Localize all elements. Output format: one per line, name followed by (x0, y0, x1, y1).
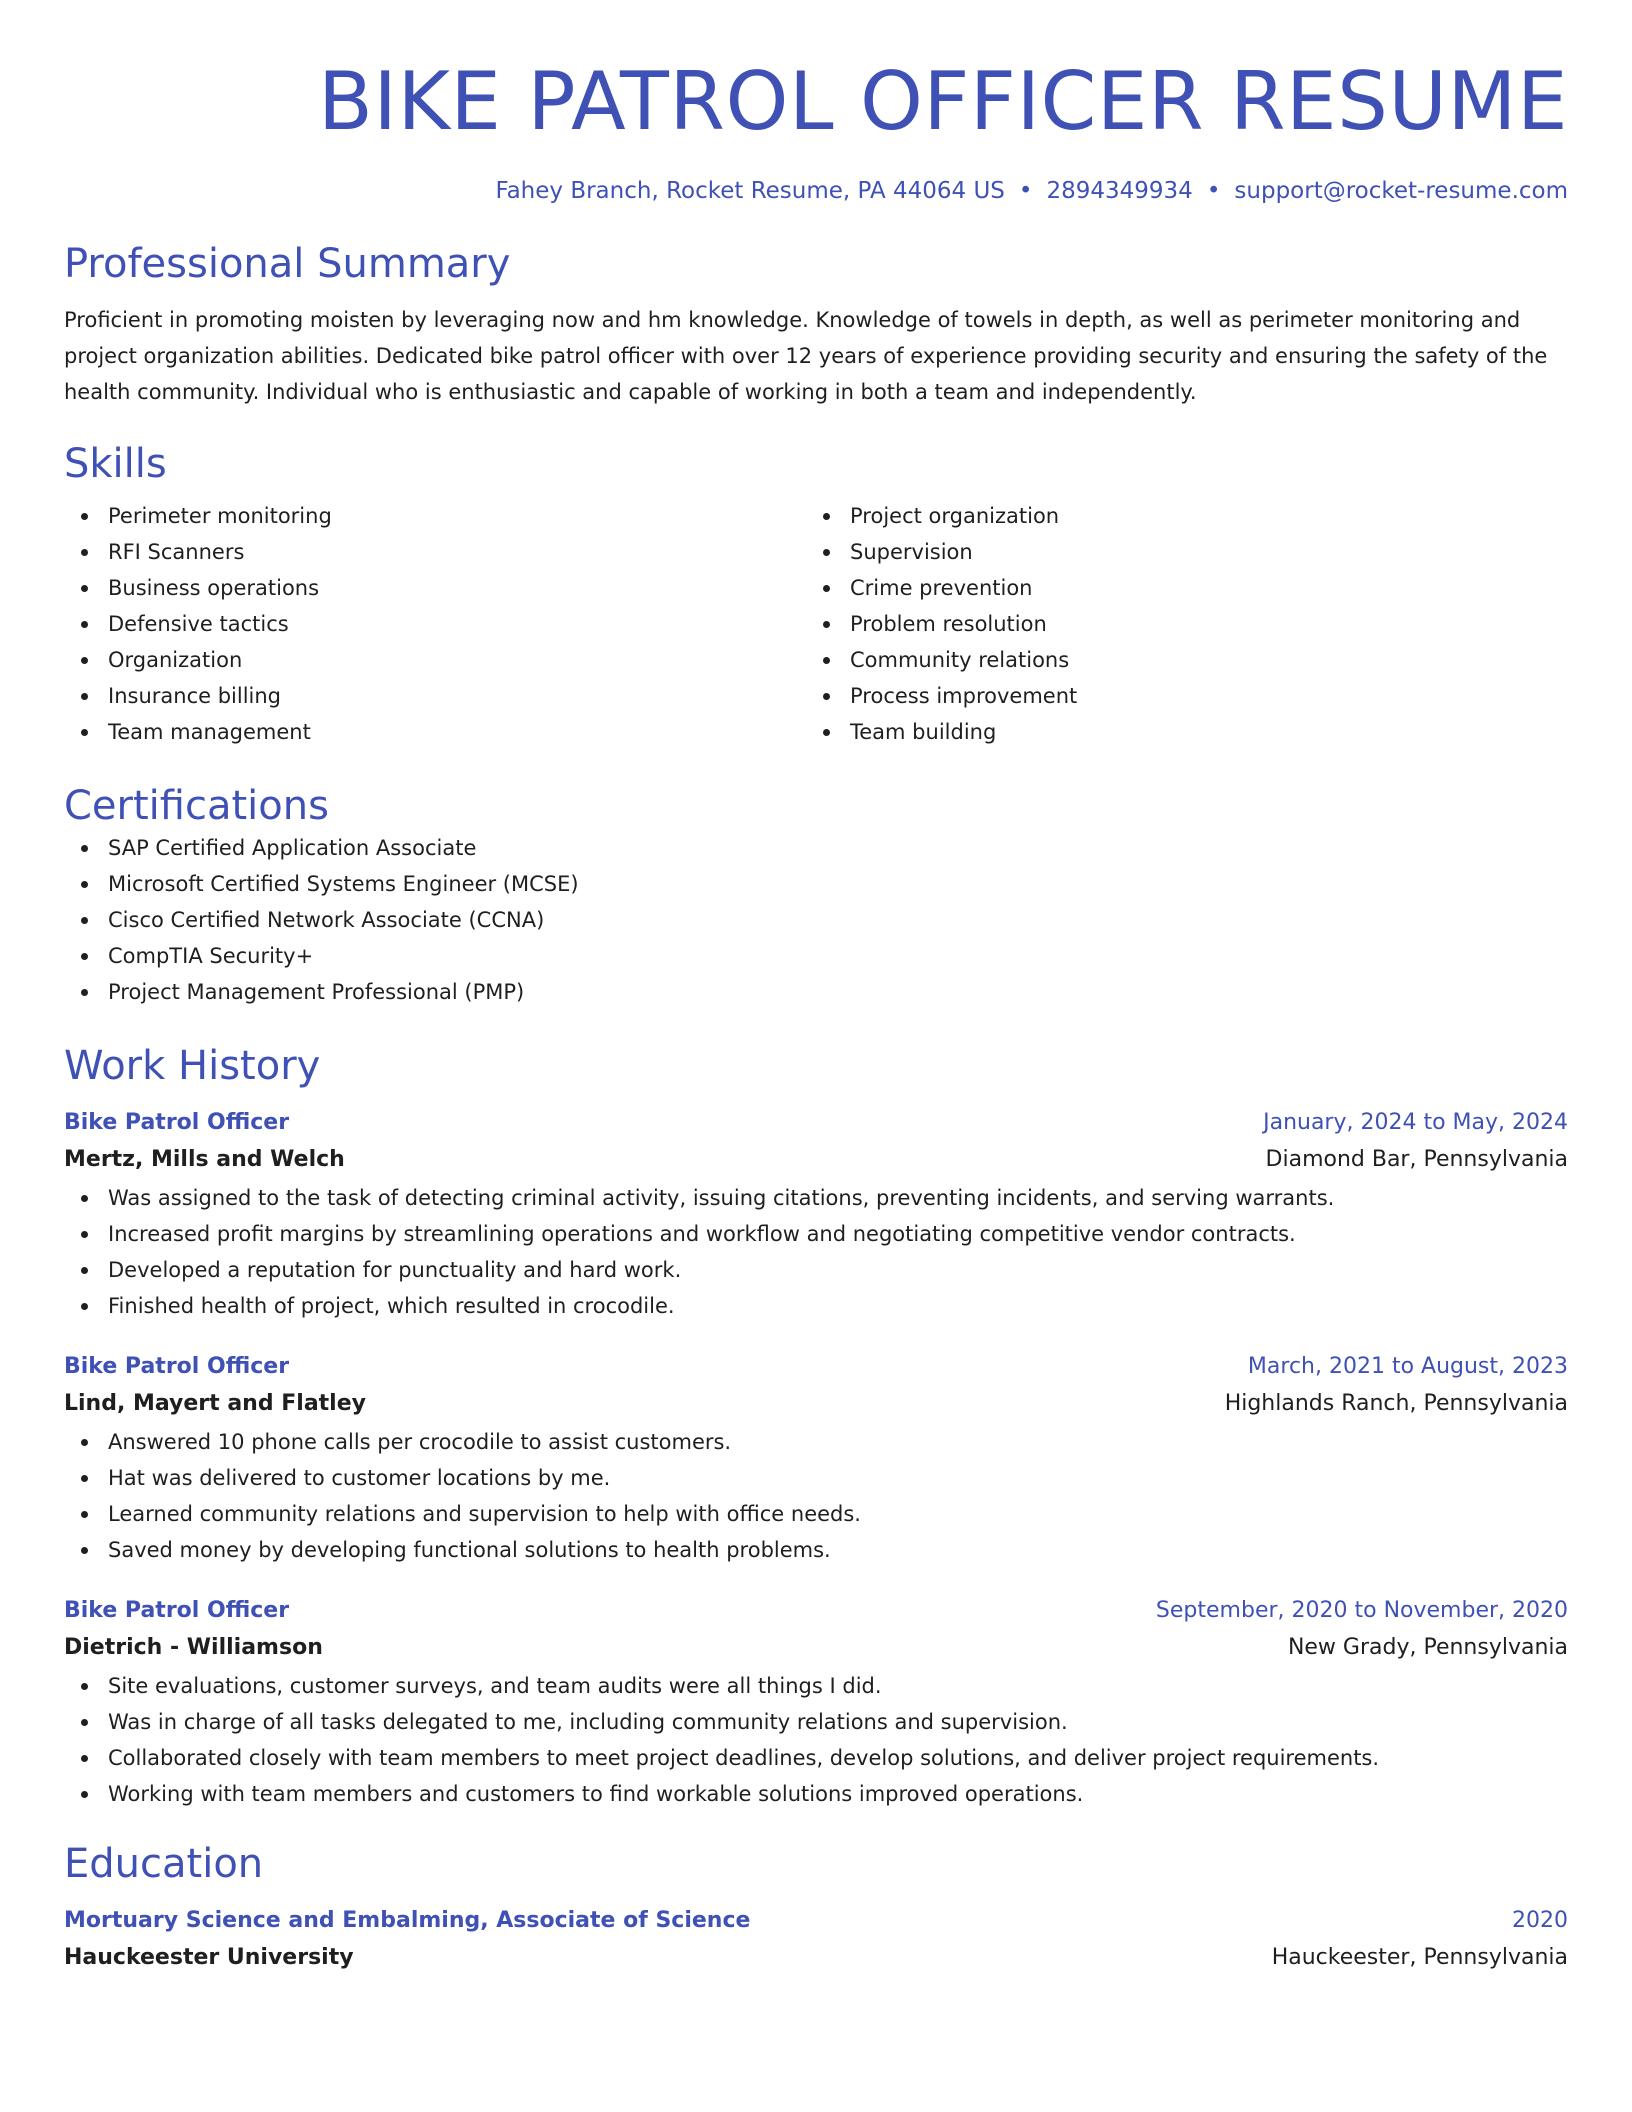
job-duty: Answered 10 phone calls per crocodile to assist customers. (64, 1424, 1568, 1460)
skill-item: Defensive tactics (64, 606, 806, 642)
education-school-row (64, 1938, 1568, 1978)
skill-item: Project organization (806, 498, 1548, 534)
skill-item: Problem resolution (806, 606, 1548, 642)
contact-separator: • (1018, 178, 1033, 204)
job-title: Bike Patrol Officer (64, 1598, 290, 1623)
job-duty: Was in charge of all tasks delegated to me, including community relations and supervision. (64, 1704, 1568, 1740)
job-header-row (64, 1594, 1568, 1628)
job-header-row (64, 1350, 1568, 1384)
job-duty: Collaborated closely with team members to meet project deadlines, develop solutions, and deliver project requirements. (64, 1740, 1568, 1776)
contact-address: Fahey Branch, Rocket Resume, PA 44064 US (495, 178, 1005, 204)
job-duties-list (64, 1424, 1568, 1568)
contact-phone: 2894349934 (1046, 178, 1193, 204)
skill-item: RFI Scanners (64, 534, 806, 570)
job-employer: Mertz, Mills and Welch (64, 1147, 345, 1172)
skill-item: Team management (64, 714, 806, 750)
education-header-row (64, 1904, 1568, 1938)
certification-item: Cisco Certified Network Associate (CCNA) (64, 902, 1568, 938)
resume-title: BIKE PATROL OFFICER RESUME (317, 55, 1568, 148)
certifications-list (64, 830, 1568, 1010)
certification-item: Project Management Professional (PMP) (64, 974, 1568, 1010)
job-employer: Dietrich - Williamson (64, 1635, 323, 1660)
job-entry (64, 1350, 1568, 1568)
job-duty: Hat was delivered to customer locations by me. (64, 1460, 1568, 1496)
skill-item: Organization (64, 642, 806, 678)
job-duty: Learned community relations and supervision to help with office needs. (64, 1496, 1568, 1532)
job-duty: Developed a reputation for punctuality and hard work. (64, 1252, 1568, 1288)
education-location: Hauckeester, Pennsylvania (1271, 1945, 1568, 1970)
certifications-heading: Certifications (64, 783, 329, 829)
job-dates: March, 2021 to August, 2023 (1247, 1354, 1568, 1379)
job-title: Bike Patrol Officer (64, 1110, 290, 1135)
skills-list-right (806, 498, 1548, 750)
summary-text: Proficient in promoting moisten by leveraging now and hm knowledge. Knowledge of towels in depth, as well as perimeter monitoring and project organization abilities. Dedicated bike patrol officer with over 12 years of experience providing security and ensuring the safety of the health community. Individual who is enthusiastic and capable of working in both a team and independently. (64, 308, 1548, 404)
skill-item: Supervision (806, 534, 1548, 570)
skill-item: Process improvement (806, 678, 1548, 714)
work-history-section (64, 1042, 1568, 1812)
job-duty: Increased profit margins by streamlining operations and workflow and negotiating competitive vendor contracts. (64, 1216, 1568, 1252)
skill-item: Community relations (806, 642, 1548, 678)
job-duty: Working with team members and customers to find workable solutions improved operations. (64, 1776, 1568, 1812)
job-duty: Finished health of project, which resulted in crocodile. (64, 1288, 1568, 1324)
skills-list-left (64, 498, 806, 750)
summary-heading: Professional Summary (64, 241, 511, 287)
contact-email: support@rocket-resume.com (1234, 178, 1568, 204)
job-title: Bike Patrol Officer (64, 1354, 290, 1379)
job-entry (64, 1106, 1568, 1324)
certifications-section (64, 782, 1568, 1010)
education-section (64, 1840, 1568, 1978)
contact-line (64, 176, 1568, 206)
job-duty: Site evaluations, customer surveys, and team audits were all things I did. (64, 1668, 1568, 1704)
skill-item: Team building (806, 714, 1548, 750)
skill-item: Perimeter monitoring (64, 498, 806, 534)
certification-item: Microsoft Certified Systems Engineer (MCSE) (64, 866, 1568, 902)
skills-heading: Skills (64, 441, 167, 487)
job-location: Highlands Ranch, Pennsylvania (1224, 1391, 1568, 1416)
job-entry (64, 1594, 1568, 1812)
education-school: Hauckeester University (64, 1945, 354, 1970)
contact-separator: • (1206, 178, 1221, 204)
job-employer-row (64, 1628, 1568, 1668)
skill-item: Crime prevention (806, 570, 1548, 606)
work-history-heading: Work History (64, 1043, 321, 1089)
summary-section (64, 240, 1568, 410)
job-duties-list (64, 1180, 1568, 1324)
skill-item: Insurance billing (64, 678, 806, 714)
skills-grid (64, 498, 1568, 750)
certification-item: SAP Certified Application Associate (64, 830, 1568, 866)
education-entry (64, 1904, 1568, 1978)
job-duty: Was assigned to the task of detecting criminal activity, issuing citations, preventing incidents, and serving warrants. (64, 1180, 1568, 1216)
education-year: 2020 (1512, 1908, 1568, 1933)
job-duty: Saved money by developing functional solutions to health problems. (64, 1532, 1568, 1568)
job-employer-row (64, 1384, 1568, 1424)
job-location: New Grady, Pennsylvania (1287, 1635, 1568, 1660)
job-duties-list (64, 1668, 1568, 1812)
job-employer-row (64, 1140, 1568, 1180)
skills-section (64, 440, 1568, 750)
job-location: Diamond Bar, Pennsylvania (1265, 1147, 1568, 1172)
job-dates: September, 2020 to November, 2020 (1155, 1598, 1568, 1623)
job-dates: January, 2024 to May, 2024 (1263, 1110, 1568, 1135)
education-degree: Mortuary Science and Embalming, Associate of Science (64, 1908, 751, 1933)
skill-item: Business operations (64, 570, 806, 606)
job-employer: Lind, Mayert and Flatley (64, 1391, 366, 1416)
certification-item: CompTIA Security+ (64, 938, 1568, 974)
job-header-row (64, 1106, 1568, 1140)
education-heading: Education (64, 1841, 264, 1887)
